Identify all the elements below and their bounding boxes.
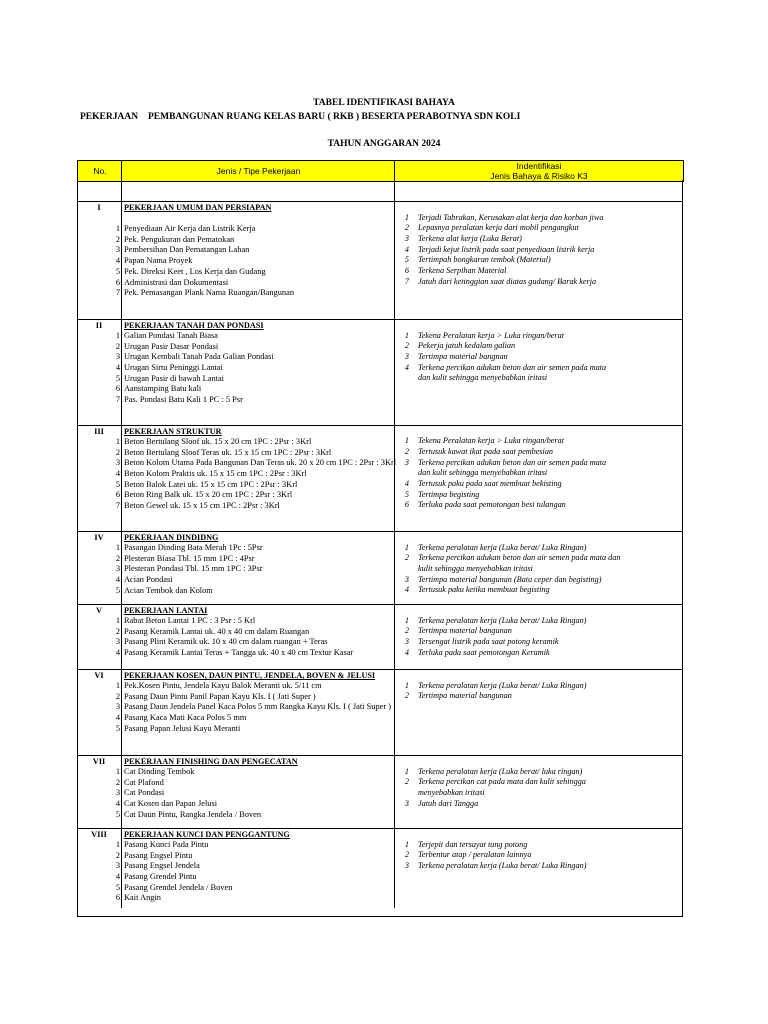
item-number: 3 — [115, 788, 120, 798]
item-number: 4 — [115, 256, 120, 266]
hazard-item: Jatuh dari Tangga — [418, 798, 479, 808]
section-number: V — [95, 606, 103, 615]
item-number: 3 — [115, 458, 120, 468]
hazard-number: 1 — [404, 542, 409, 552]
project-name: PEMBANGUNAN RUANG KELAS BARU ( RKB ) BESERTA PERABOTNYA SDN KOLI — [148, 112, 521, 122]
item-number: 5 — [115, 479, 120, 489]
hazard-item: Terkena peralatan kerja (Luka berat/ Luka Ringan) — [418, 615, 587, 625]
hazard-number: 3 — [404, 574, 409, 584]
hazard-number: 3 — [404, 457, 409, 467]
item-number: 5 — [115, 373, 120, 383]
hazard-item: Lepasnya peralatan kerja dari mobil pengangkut — [418, 223, 579, 233]
work-item: Pasang Grendel Pintu — [124, 871, 197, 881]
item-number: 6 — [115, 384, 120, 394]
col-header-no — [77, 160, 123, 182]
hazard-item: Terjepit dan tersayat tang potong — [418, 839, 528, 849]
hazard-number: 3 — [404, 636, 409, 646]
item-number: 3 — [115, 564, 120, 574]
hazard-item: Terluka pada saat pemotongan besi tulangan — [418, 500, 566, 510]
item-number: 7 — [115, 501, 120, 510]
hazard-item: Terkena alat kerja (Luka Berat) — [418, 233, 522, 243]
hazard-number: 4 — [404, 479, 409, 488]
work-item: Pasang Keramik Lantai uk. 40 x 40 cm dalam Ruangan — [124, 626, 310, 636]
section-number: IV — [94, 533, 104, 542]
item-number: 4 — [115, 362, 120, 372]
hazard-number: 3 — [404, 351, 409, 361]
hazard-number: 2 — [404, 626, 409, 636]
work-item: Urugan Pasir di bawah Lantai — [124, 373, 225, 383]
work-item: Cat Plafond — [124, 777, 164, 787]
hazard-number: 6 — [404, 500, 409, 510]
work-item: Cat Daun Pintu, Rangka Jendela / Boven — [124, 809, 262, 819]
hazard-number: 3 — [404, 798, 409, 808]
section-title: PEKERJAAN DINDIDNG — [124, 533, 219, 542]
hazard-item: Tertusuk paku ketika membuat begisting — [418, 585, 550, 595]
work-item: Kait Angin — [124, 893, 161, 903]
column-divider-no — [121, 180, 122, 908]
item-number: 1 — [115, 436, 120, 446]
section-number: VIII — [91, 830, 107, 839]
hazard-number: 1 — [404, 839, 409, 849]
item-number: 2 — [115, 626, 120, 636]
item-number: 4 — [115, 468, 120, 478]
hazard-number: 2 — [404, 850, 409, 860]
row-separator — [77, 425, 683, 426]
hazard-item: Terkena Serpihan Material — [418, 266, 507, 275]
hazard-number: 1 — [404, 436, 409, 446]
work-item: Beton Kolom Praktis uk. 15 x 15 cm 1PC : 2Psr : 3Krl — [124, 468, 307, 478]
item-number: 1 — [115, 766, 120, 776]
item-number: 5 — [115, 809, 120, 819]
hazard-item: Tertimpa material bangunan (Batu ceper dan begisting) — [418, 574, 602, 584]
work-item: Pasangan Dinding Bata Merah 1Pc : 5Psr — [124, 542, 263, 552]
hazard-number: 2 — [404, 691, 409, 701]
hazard-item: Tekena Peralatan kerja > Luka ringan/berat — [418, 436, 564, 446]
hazard-number: 5 — [404, 489, 409, 499]
item-number: 4 — [115, 574, 120, 584]
work-item: Cat Kosen dan Papan Jelusi — [124, 798, 218, 808]
item-number: 3 — [115, 861, 120, 871]
col-header-ident-line1: Indentifikasi — [516, 161, 562, 171]
item-number: 4 — [115, 798, 120, 808]
hazard-number: 3 — [404, 233, 409, 243]
hazard-item: Terkena percikan adukan beton dan air semen pada mata dan — [418, 553, 621, 563]
section-title: PEKERJAAN KUNCI DAN PENGGANTUNG — [124, 830, 290, 839]
work-item: Pas. Pondasi Batu Kali 1 PC : 5 Psr — [124, 395, 243, 404]
item-number: 7 — [115, 395, 120, 404]
hazard-item: Tertusuk paku pada saat membuat bekisting — [418, 479, 562, 488]
hazard-item: Tertusuk kawat ikat pada saat pembesian — [418, 446, 554, 456]
hazard-number: 6 — [404, 266, 409, 275]
hazard-item: Terkena peralatan kerja (Luka berat/ Luka Ringan) — [418, 680, 587, 690]
item-number: 3 — [115, 637, 120, 647]
work-item: Administrasi dan Dokumentasi — [124, 277, 229, 287]
hazard-number: 2 — [404, 223, 409, 233]
hazard-item: menyebabkan iritasi — [418, 787, 485, 797]
hazard-number: 2 — [404, 553, 409, 563]
section-title: PEKERJAAN TANAH DAN PONDASI — [124, 321, 264, 330]
work-item: Pek.Kosen Pintu, Jendela Kayu Balok Meranti uk. 5/11 cm — [124, 680, 322, 690]
item-number: 1 — [115, 680, 120, 690]
col-header-ident-line2: Jenis Bahaya & Risiko K3 — [490, 171, 588, 181]
hazard-item: dan kulit sehingga menyebabkan iritasi — [418, 468, 548, 478]
col-header-no-text: No. — [93, 166, 107, 176]
hazard-number: 5 — [404, 255, 409, 265]
work-item: Pasang Papan Jelusi Kayu Meranti — [124, 723, 241, 733]
hazard-number: 3 — [404, 860, 409, 870]
col-header-jenis — [121, 160, 396, 182]
work-item: Beton Bertulang Sloof uk. 15 x 20 cm 1PC : 2Psr : 3Krl — [124, 436, 312, 446]
work-item: Acian Pondasi — [124, 574, 173, 584]
item-number: 6 — [115, 277, 120, 287]
hazard-number: 2 — [404, 777, 409, 787]
row-separator — [77, 669, 683, 670]
item-number: 3 — [115, 245, 120, 255]
page-title: TABEL IDENTIFIKASI BAHAYA — [313, 98, 455, 108]
hazard-item: Terjadi kejut listrik pada saat penyediaan listrik kerja — [418, 244, 595, 254]
item-number: 7 — [115, 288, 120, 298]
item-number: 4 — [115, 712, 120, 722]
hazard-number: 1 — [404, 615, 409, 625]
item-number: 2 — [115, 691, 120, 701]
item-number: 2 — [115, 341, 120, 351]
table-border-right — [682, 180, 683, 916]
item-number: 1 — [115, 330, 120, 340]
item-number: 3 — [115, 702, 120, 712]
item-number: 2 — [115, 234, 120, 244]
row-separator — [77, 319, 683, 320]
hazard-number: 4 — [404, 362, 409, 372]
work-item: Pasang Engsel Pintu — [124, 850, 193, 860]
work-item: Pembersihan Dan Pematangan Lahan — [124, 245, 250, 255]
work-item: Urugan Pasir Dasar Pondasi — [124, 341, 219, 351]
item-number: 2 — [115, 447, 120, 457]
table-border-bottom — [77, 916, 683, 917]
section-title: PEKERJAAN KOSEN, DAUN PINTU, JENDELA, BOVEN & JELUSI — [124, 671, 376, 680]
hazard-item: Jatuh dari ketinggian saat diatas gudang/ Barak kerja — [418, 276, 597, 286]
section-title: PEKERJAAN UMUM DAN PERSIAPAN — [124, 203, 272, 212]
work-item: Rabat Beton Lantai 1 PC : 3 Psr : 5 Krl — [124, 615, 256, 625]
hazard-number: 1 — [404, 766, 409, 776]
work-item: Pasang Engsel Jendela — [124, 861, 200, 871]
hazard-number: 7 — [404, 276, 409, 286]
item-number: 4 — [115, 871, 120, 881]
work-item: Pek. Pengukuran dan Pematokan — [124, 234, 235, 244]
work-item: Plesteran Pondasi Tbl. 15 mm 1PC : 3Psr — [124, 564, 263, 574]
work-item: Aanstamping Batu kali — [124, 384, 202, 394]
pekerjaan-label: PEKERJAAN — [80, 112, 139, 122]
work-item: Beton Bertulang Sloof Teras uk. 15 x 15 cm 1PC : 2Psr : 3Krl — [124, 447, 332, 457]
col-header-jenis-text: Jenis / Tipe Pekerjaan — [216, 166, 301, 176]
hazard-item: Tekena Peralatan kerja > Luka ringan/berat — [418, 330, 564, 340]
hazard-number: 1 — [404, 680, 409, 690]
hazard-number: 2 — [404, 341, 409, 351]
row-separator — [77, 604, 683, 605]
item-number: 6 — [115, 893, 120, 903]
item-number: 4 — [115, 647, 120, 657]
work-item: Pek. Pemasangan Plank Nama Ruangan/Bangunan — [124, 288, 295, 298]
hazard-item: Terluka pada saat pemotongan Keramik — [418, 647, 550, 657]
work-item: Beton Balok Latei uk. 15 x 15 cm 1PC : 2Psr : 3Krl — [124, 479, 298, 489]
work-item: Urugan Kembali Tanah Pada Galian Pondasi — [124, 352, 274, 362]
item-number: 2 — [115, 553, 120, 563]
row-separator — [77, 201, 683, 202]
hazard-number: 1 — [404, 212, 409, 222]
work-item: Pasang Grendel Jendela / Boven — [124, 882, 233, 892]
work-item: Plesteran Biasa Tbl. 15 mm 1PC : 4Psr — [124, 553, 255, 563]
hazard-number: 4 — [404, 244, 409, 254]
hazard-item: Tersengat listrik pada saat potong keramik — [418, 636, 559, 646]
item-number: 1 — [115, 542, 120, 552]
hazard-item: Terkena percikan cat pada mata dan kulit sehingga — [418, 777, 586, 787]
section-number: I — [97, 203, 101, 212]
hazard-item: dan kulit sehingga menyebabkan iritasi — [418, 373, 548, 383]
hazard-item: Tertimpa material bangunan — [418, 691, 512, 701]
hazard-item: Terkena peralatan kerja (Luka berat/ luka ringan) — [418, 766, 583, 776]
work-item: Cat Dinding Tembok — [124, 766, 195, 776]
work-item: Penyediaan Air Kerja dan Listrik Kerja — [124, 224, 256, 233]
hazard-number: 2 — [404, 446, 409, 456]
section-title: PEKERJAAN STRUKTUR — [124, 427, 222, 436]
hazard-number: 1 — [404, 330, 409, 340]
hazard-item: Terkena peralatan kerja (Luka berat/ Luka Ringan) — [418, 542, 587, 552]
hazard-item: Terkena percikan adukan beton dan air semen pada mata — [418, 362, 607, 372]
hazard-item: Tertimpah bongkaran tembok (Material) — [418, 255, 551, 265]
item-number: 2 — [115, 777, 120, 787]
item-number: 5 — [115, 723, 120, 733]
work-item: Beton Ring Balk uk. 15 x 20 cm 1PC : 2Psr : 3Krl — [124, 490, 293, 500]
hazard-item: Terjadi Tabrakan, Kerusakan alat kerja dan korban jiwa — [418, 212, 604, 222]
section-title: PEKERJAAN LANTAI — [124, 606, 208, 615]
item-number: 5 — [115, 266, 120, 276]
item-number: 1 — [115, 839, 120, 849]
table-border-left — [77, 180, 78, 916]
hazard-item: Tertimpa begisting — [418, 489, 480, 499]
section-number: VI — [94, 671, 104, 680]
work-item: Acian Tembok dan Kolom — [124, 585, 213, 595]
hazard-number: 4 — [404, 585, 409, 595]
item-number: 1 — [115, 224, 120, 233]
hazard-item: Terkena percikan adukan beton dan air semen pada mata — [418, 457, 607, 467]
row-separator — [77, 828, 683, 829]
work-item: Beton Gewel uk. 15 x 15 cm 1PC : 2Psr : 3Krl — [124, 501, 280, 510]
section-number: III — [94, 427, 104, 436]
item-number: 5 — [115, 585, 120, 595]
work-item: Galian Pondasi Tanah Biasa — [124, 330, 218, 340]
work-item: Beton Kolom Utama Pada Bangunan Dan Teras uk. 20 x 20 cm 1PC : 2Psr : 3Krl — [124, 458, 397, 468]
work-item: Pasang Daun Pintu Panil Papan Kayu Kls. I ( Jati Super ) — [124, 691, 316, 701]
section-number: II — [95, 321, 103, 330]
work-item: Pek. Direksi Keet , Los Kerja dan Gudang — [124, 266, 266, 276]
hazard-item: Terbentur atap / peralatan lainnya — [418, 850, 532, 860]
item-number: 6 — [115, 490, 120, 500]
hazard-item: Pekerja jatuh kedalam galian — [418, 341, 516, 351]
work-item: Cat Pondasi — [124, 788, 165, 798]
work-item: Urugan Sirtu Peninggi Lantai — [124, 362, 223, 372]
work-item: Pasang Keramik Lantai Teras + Tangga uk. 40 x 40 cm Textur Kasar — [124, 647, 354, 657]
item-number: 2 — [115, 850, 120, 860]
item-number: 3 — [115, 352, 120, 362]
work-item: Pasang Plint Keramik uk. 10 x 40 cm dalam ruangan + Teras — [124, 637, 328, 647]
item-number: 5 — [115, 882, 120, 892]
hazard-item: Tertimpa material bangunan — [418, 626, 512, 636]
item-number: 1 — [115, 615, 120, 625]
section-number: VII — [92, 757, 106, 766]
hazard-number: 4 — [404, 647, 409, 657]
row-separator — [77, 755, 683, 756]
work-item: Pasang Kaca Mati Kaca Polos 5 mm — [124, 712, 247, 722]
col-header-identifikasi — [394, 160, 684, 182]
hazard-item: kulit sehingga menyebabkan iritasi — [418, 563, 533, 573]
year-label: TAHUN ANGGARAN 2024 — [327, 139, 441, 149]
hazard-item: Terkena peralatan kerja (Luka berat/ Luka Ringan) — [418, 860, 587, 870]
work-item: Papan Nama Proyek — [124, 256, 193, 266]
row-separator — [77, 531, 683, 532]
section-title: PEKERJAAN FINISHING DAN PENGECATAN — [124, 757, 298, 766]
column-divider-jenis — [394, 180, 395, 908]
work-item: Pasang Kunci Pada Pintu — [124, 839, 209, 849]
hazard-item: Tertimpa material bangnan — [418, 351, 508, 361]
work-item: Pasang Daun Jendela Panel Kaca Polos 5 mm Rangka Kayu Kls. I ( Jati Super ) — [124, 702, 392, 712]
